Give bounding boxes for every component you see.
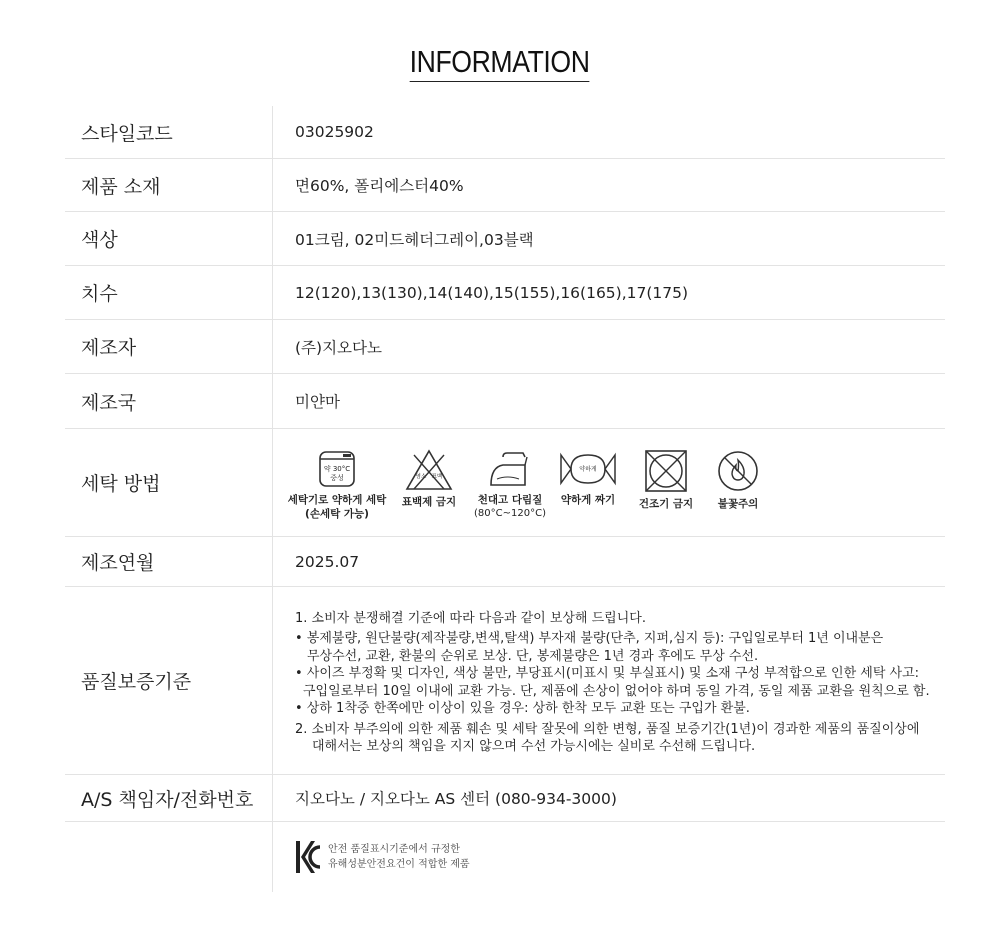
as-label: A/S 책임자/전화번호 xyxy=(65,775,273,821)
quality-label: 품질보증기준 xyxy=(65,587,273,774)
size-label: 치수 xyxy=(65,266,273,319)
quality-line: • 상하 1착중 한쪽에만 이상이 있을 경우: 상하 한착 모두 교환 또는 구입가 환불. xyxy=(295,701,750,716)
quality-line: 무상수선, 교환, 환불의 순위로 보상. 단, 봉제불량은 1년 경과 후에도 무상 수선. xyxy=(307,648,759,664)
row-country xyxy=(65,374,945,429)
wash-tub-icon xyxy=(317,449,357,489)
fire-caption: 불꽃주의 xyxy=(717,498,759,510)
quality-text xyxy=(273,587,945,774)
quality-line: 2. 소비자 부주의에 의한 제품 훼손 및 세탁 잘못에 의한 변형, 품질 보증기간(1년)이 경과한 제품의 품질이상에 xyxy=(295,721,920,737)
style-code-value: 03025902 xyxy=(295,123,374,141)
iron-caption: 천대고 다림질 xyxy=(477,494,543,506)
material-label: 제품 소재 xyxy=(65,159,273,211)
wash-temp-tag: 약 30°C xyxy=(323,465,351,473)
iron-icon xyxy=(487,449,533,489)
quality-line: • 사이즈 부정확 및 디자인, 색상 불만, 부당표시(미표시 및 부실표시) 및 소재 구성 부적합으로 인한 세탁 사고: xyxy=(295,666,920,681)
row-kc xyxy=(65,822,945,892)
wash-item-wring xyxy=(549,449,627,507)
date-value: 2025.07 xyxy=(295,552,360,571)
wash-item-fire xyxy=(705,449,771,511)
wash-item-no-bleach xyxy=(387,449,471,509)
row-material xyxy=(65,159,945,212)
quality-line: • 봉제불량, 원단불량(제작불량,변색,탈색) 부자재 불량(단추, 지퍼,심지 등): 구입일로부터 1년 이내분은 xyxy=(295,631,884,646)
kc-text-line2: 유해성분안전요건이 적합한 제품 xyxy=(328,859,470,870)
svg-text:표백: 표백 xyxy=(431,474,443,480)
manufacturer-label: 제조자 xyxy=(65,320,273,373)
row-manufacturer xyxy=(65,320,945,374)
no-tumble-dry-icon xyxy=(644,449,688,493)
material-value: 면60%, 폴리에스터40% xyxy=(295,177,464,195)
no-bleach-caption: 표백제 금지 xyxy=(401,496,457,508)
manufacturer-value: (주)지오다노 xyxy=(295,338,382,357)
style-code-label: 스타일코드 xyxy=(65,106,273,158)
row-washing xyxy=(65,429,945,537)
wash-item-tub xyxy=(287,449,387,521)
no-dryer-caption: 건조기 금지 xyxy=(638,498,694,510)
svg-text:염소: 염소 xyxy=(415,474,427,480)
info-table xyxy=(65,106,945,892)
wash-caption: 세탁기로 약하게 세탁 xyxy=(287,494,387,506)
row-quality xyxy=(65,587,945,775)
date-label: 제조연월 xyxy=(65,537,273,586)
row-date xyxy=(65,537,945,587)
row-size xyxy=(65,266,945,320)
no-bleach-icon xyxy=(404,449,454,491)
wash-item-iron xyxy=(471,449,549,520)
page-title: INFORMATION xyxy=(0,44,1000,82)
country-label: 제조국 xyxy=(65,374,273,428)
iron-caption-sub: (80°C~120°C) xyxy=(474,508,546,519)
color-label: 색상 xyxy=(65,212,273,265)
washing-icons xyxy=(273,429,945,536)
fire-caution-icon xyxy=(716,449,760,493)
size-value: 12(120),13(130),14(140),15(155),16(165),17(175) xyxy=(295,283,689,302)
row-color xyxy=(65,212,945,266)
wash-neutral-tag: 중성 xyxy=(330,474,344,482)
quality-line: 대해서는 보상의 책임을 지지 않으며 수선 가능시에는 실비로 수선해 드립니다. xyxy=(312,739,756,754)
kc-text-line1: 안전 품질표시기준에서 규정한 xyxy=(328,844,460,855)
svg-text:약하게: 약하게 xyxy=(579,466,597,473)
wring-gently-icon xyxy=(559,449,617,489)
kc-mark xyxy=(273,822,945,892)
wash-item-no-dryer xyxy=(627,449,705,511)
kc-label-empty xyxy=(65,822,273,892)
wring-caption: 약하게 짜기 xyxy=(560,494,616,506)
as-value: 지오다노 / 지오다노 AS 센터 (080-934-3000) xyxy=(295,790,617,808)
kc-logo-icon xyxy=(295,839,321,875)
quality-line: 1. 소비자 분쟁해결 기준에 따라 다음과 같이 보상해 드립니다. xyxy=(295,610,646,626)
wash-caption-sub: (손세탁 가능) xyxy=(305,508,369,520)
row-as xyxy=(65,775,945,822)
washing-label: 세탁 방법 xyxy=(65,429,273,536)
color-value: 01크림, 02미드헤더그레이,03블랙 xyxy=(295,230,534,249)
row-style-code xyxy=(65,106,945,159)
country-value: 미얀마 xyxy=(295,393,340,411)
quality-line: 구입일로부터 10일 이내에 교환 가능. 단, 제품에 손상이 없어야 하며 동일 가격, 동일 제품 교환을 원칙으로 함. xyxy=(303,683,930,699)
